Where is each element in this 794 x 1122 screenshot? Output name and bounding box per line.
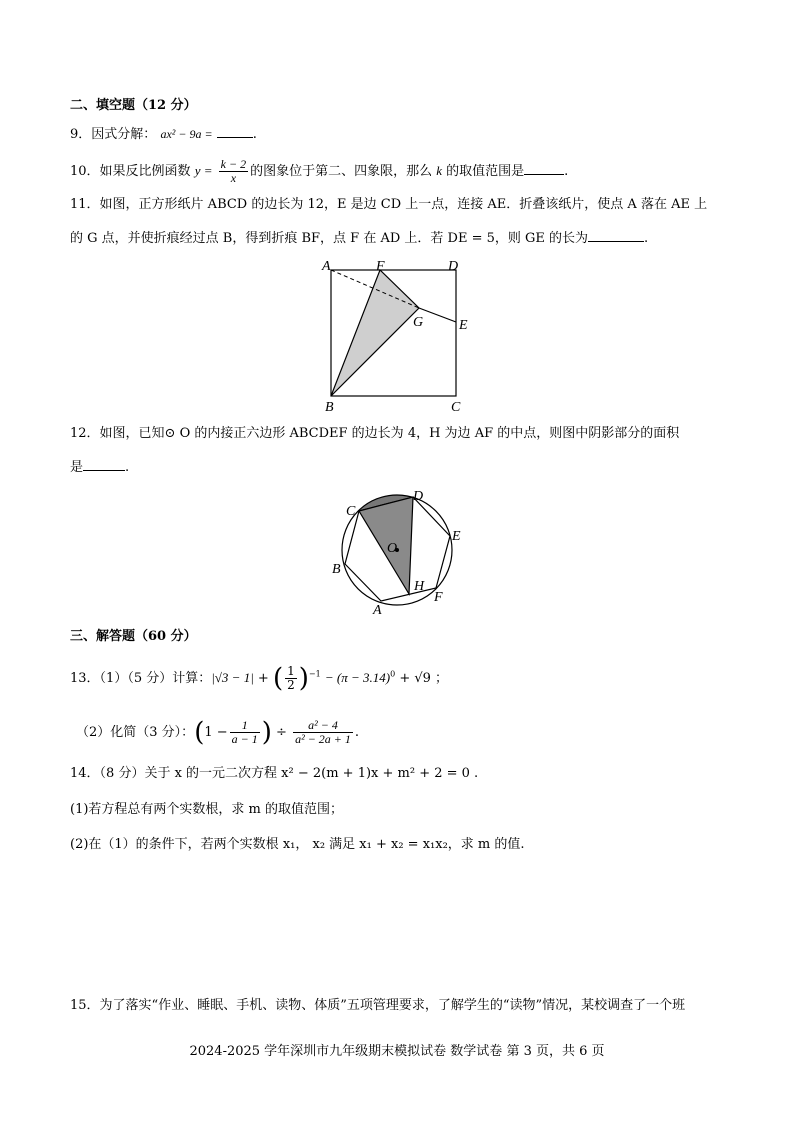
- page-footer: 2024-2025 学年深圳市九年级期末模拟试卷 数学试卷 第 3 页，共 6 页: [189, 1044, 605, 1059]
- q13-p2-div: ÷: [276, 725, 287, 740]
- q12-label-B: B: [332, 562, 341, 577]
- q11-label-C: C: [451, 400, 461, 415]
- q14-line2: (1)若方程总有两个实数根，求 m 的取值范围；: [70, 802, 344, 817]
- q11-answer-blank[interactable]: [588, 228, 644, 242]
- q13-p1-abs: |√3 − 1|: [211, 670, 254, 685]
- section-title-fill-in: 二、填空题（12 分）: [70, 98, 197, 113]
- q12-end: .: [125, 460, 130, 475]
- q10-post2: 的取值范围是: [446, 164, 525, 179]
- q13-p2-f1-num: 1: [230, 719, 260, 733]
- q9-answer-blank[interactable]: [217, 124, 253, 138]
- q10-k: k: [436, 163, 443, 178]
- q12-line2: [70, 457, 129, 477]
- q11-end: .: [644, 231, 649, 246]
- q11-label-G: G: [413, 315, 424, 330]
- q12-label-D: D: [413, 489, 424, 504]
- q12-shaded-triangle: [359, 497, 413, 594]
- q13-p2-lparen: (: [194, 717, 205, 748]
- q13-part1: [70, 665, 448, 692]
- q12-answer-blank[interactable]: [83, 457, 125, 471]
- q13-p1-exponent0: 0: [390, 669, 396, 679]
- q9-expression: ax² − 9a =: [160, 127, 213, 141]
- q13-p1-frac-num: 1: [287, 664, 295, 678]
- q13-p2-f2-num: a² − 4: [293, 719, 353, 733]
- q12-line1: 12．如图，已知⊙ O 的内接正六边形 ABCDEF 的边长为 4，H 为边 AF 的中点，则图中阴影部分的面积: [70, 426, 680, 441]
- q13-p1-exponent: −1: [308, 669, 321, 679]
- q9-number: 9．: [70, 127, 92, 142]
- q10-post: 的图象位于第二、四象限，那么: [250, 164, 433, 179]
- q12-label-E: E: [452, 529, 461, 544]
- q13-p2-f1-den: a − 1: [231, 732, 258, 746]
- q10-frac-den: x: [230, 171, 237, 185]
- q12-label-A: A: [373, 603, 382, 618]
- q10-y: y =: [194, 163, 213, 178]
- q13-p2-rparen: ): [261, 717, 272, 748]
- q10-frac-num: k − 2: [220, 157, 247, 171]
- q13-part2: [76, 719, 359, 746]
- q10-pre: 如果反比例函数: [99, 164, 191, 179]
- q13-p1-rparen: ): [298, 663, 309, 694]
- q13-p2-fraction1: [230, 719, 260, 746]
- q11-label-F: F: [376, 259, 385, 274]
- q11-label-A: A: [322, 259, 331, 274]
- q9-end: .: [252, 127, 257, 142]
- q13-p2-label: （2）化简（3 分）：: [76, 725, 195, 740]
- q11-label-E: E: [459, 318, 468, 333]
- section-title-solve: 三、解答题（60 分）: [70, 629, 197, 644]
- q12-label-F: F: [434, 590, 443, 605]
- q11-segment-GE: [419, 308, 456, 322]
- q13-p2-one: 1 −: [204, 725, 228, 740]
- q11-line2: [70, 228, 648, 248]
- q13-p2-fraction2: [293, 719, 353, 746]
- q13-p1-rest: − (π − 3.14): [324, 670, 391, 685]
- q10-end: .: [564, 164, 569, 179]
- q12-line2-text: 是: [70, 460, 84, 475]
- q13-p2-end: .: [354, 725, 360, 740]
- q11-label-B: B: [325, 400, 334, 415]
- q10-answer-blank[interactable]: [524, 161, 564, 175]
- question-10: [70, 158, 568, 185]
- q11-figure: [316, 256, 486, 416]
- q14-line1: 14．（8 分）关于 x 的一元二次方程 x² − 2(m + 1)x + m² + 2 = 0 .: [70, 766, 479, 781]
- q12-label-H: H: [414, 579, 425, 594]
- q10-number: 10．: [70, 164, 100, 179]
- q11-shaded-triangle: [331, 270, 419, 396]
- q13-p1-frac-den: 2: [287, 678, 295, 692]
- question-9: [70, 124, 257, 144]
- q13-p1-fraction: [285, 665, 297, 692]
- q11-line1: 11．如图，正方形纸片 ABCD 的边长为 12，E 是边 CD 上一点，连接 AE．折叠该纸片，使点 A 落在 AE 上: [70, 197, 708, 212]
- q12-label-O: O: [387, 541, 398, 556]
- q11-line2-text: 的 G 点，并使折痕经过点 B，得到折痕 BF，点 F 在 AD 上．若 DE = 5，则 GE 的长为: [70, 231, 589, 246]
- q15-line1: 15．为了落实“作业、睡眠、手机、读物、体质”五项管理要求，了解学生的“读物”情况，某校调查了一个班: [70, 998, 686, 1013]
- q13-p1-lparen: (: [272, 663, 284, 694]
- q10-fraction: [219, 158, 248, 185]
- q12-figure: [328, 484, 468, 618]
- q13-p1-label: 13．（1）（5 分）计算：: [70, 671, 212, 686]
- q9-text: 因式分解：: [91, 127, 157, 142]
- q13-p1-plus: +: [257, 671, 269, 686]
- q13-p1-tail: + √9 ；: [399, 671, 449, 686]
- q13-p2-f2-den: a² − 2a + 1: [295, 732, 351, 746]
- q14-line3: (2)在（1）的条件下，若两个实数根 x₁， x₂ 满足 x₁ + x₂ = x₁x₂，求 m 的值.: [70, 837, 525, 852]
- q11-label-D: D: [448, 259, 459, 274]
- q12-label-C: C: [346, 504, 356, 519]
